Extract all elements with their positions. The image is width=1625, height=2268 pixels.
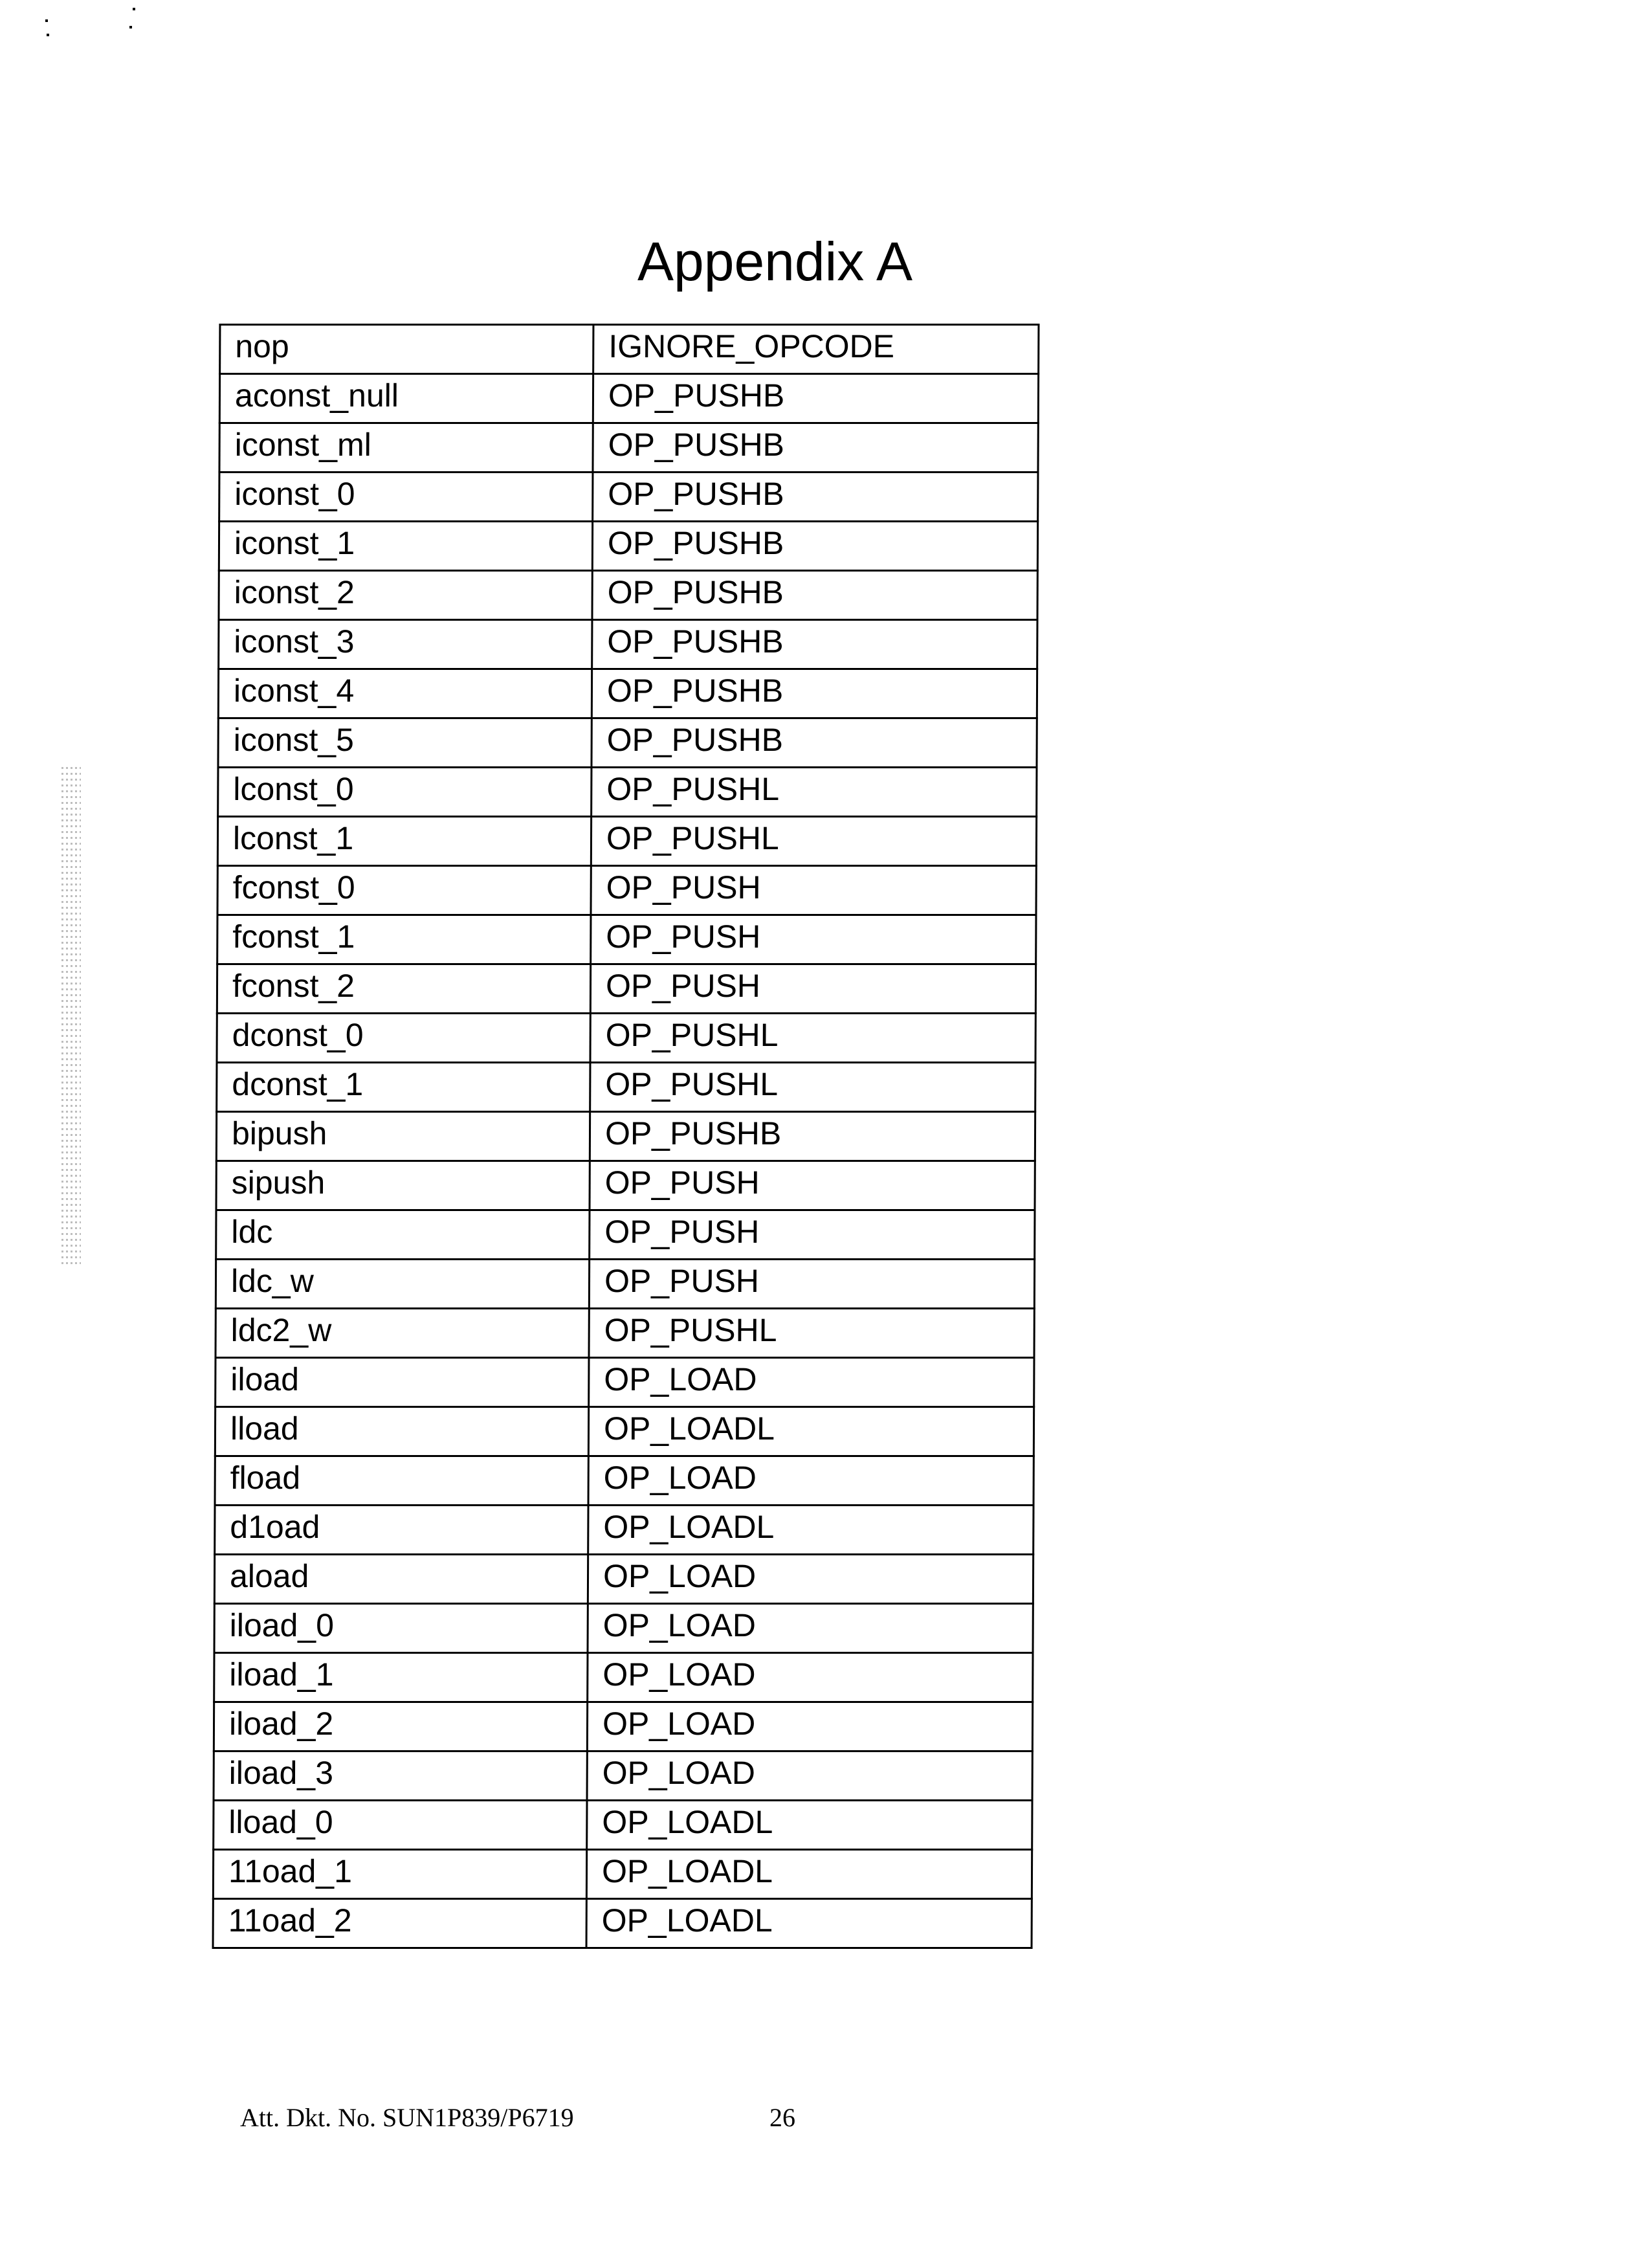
- opcode-cell: OP_PUSHL: [589, 1309, 1034, 1358]
- table-row: [220, 325, 1039, 374]
- bytecode-cell: iload_1: [214, 1653, 588, 1702]
- table-row: [214, 1751, 1032, 1801]
- opcode-cell: OP_PUSHL: [590, 1014, 1035, 1063]
- opcode-cell: OP_LOADL: [588, 1506, 1034, 1555]
- opcode-cell: OP_LOAD: [589, 1358, 1034, 1407]
- bytecode-cell: iconst_4: [218, 669, 591, 718]
- table-row: [219, 620, 1037, 669]
- opcode-cell: OP_PUSHL: [591, 817, 1036, 866]
- table-row: [215, 1407, 1034, 1456]
- bytecode-cell: 11oad_1: [213, 1850, 586, 1899]
- bytecode-cell: iconst_3: [219, 620, 592, 669]
- table-row: [216, 1112, 1035, 1161]
- table-row: [216, 1260, 1034, 1309]
- opcode-table: [212, 324, 1040, 1949]
- table-row: [214, 1555, 1033, 1604]
- opcode-cell: OP_LOAD: [587, 1751, 1032, 1801]
- table-row: [213, 1899, 1032, 1948]
- bytecode-cell: ldc: [216, 1210, 590, 1260]
- bytecode-cell: iconst_ml: [219, 423, 593, 472]
- opcode-cell: OP_PUSHB: [591, 669, 1037, 718]
- table-row: [217, 915, 1036, 964]
- table-row: [214, 1604, 1033, 1653]
- bytecode-cell: d1oad: [215, 1506, 588, 1555]
- opcode-cell: OP_LOAD: [588, 1653, 1033, 1702]
- opcode-cell: OP_PUSH: [590, 1161, 1035, 1210]
- table-row: [217, 1014, 1035, 1063]
- bytecode-cell: ldc_w: [216, 1260, 589, 1309]
- bytecode-cell: dconst_0: [217, 1014, 590, 1063]
- table-row: [218, 718, 1037, 768]
- bytecode-cell: fconst_1: [217, 915, 591, 964]
- bytecode-cell: iload_2: [214, 1702, 587, 1751]
- table-row: [216, 1358, 1034, 1407]
- table-row: [219, 423, 1038, 472]
- table-row: [216, 1309, 1034, 1358]
- table-row: [216, 1161, 1035, 1210]
- opcode-cell: OP_PUSHB: [593, 374, 1038, 423]
- table-row: [219, 571, 1037, 620]
- opcode-cell: OP_PUSHL: [590, 1063, 1035, 1112]
- opcode-cell: OP_PUSHL: [591, 768, 1037, 817]
- opcode-cell: OP_PUSHB: [590, 1112, 1035, 1161]
- table-row: [214, 1653, 1033, 1702]
- table-row: [219, 472, 1038, 522]
- bytecode-cell: lload_0: [214, 1801, 587, 1850]
- table-row: [217, 866, 1036, 915]
- opcode-cell: OP_PUSH: [590, 1210, 1035, 1260]
- table-row: [218, 768, 1037, 817]
- bytecode-cell: aconst_null: [219, 374, 593, 423]
- table-row: [219, 522, 1037, 571]
- bytecode-cell: lconst_0: [218, 768, 591, 817]
- opcode-cell: OP_PUSHB: [593, 472, 1038, 522]
- opcode-cell: OP_PUSHB: [592, 620, 1037, 669]
- opcode-cell: OP_PUSHB: [592, 571, 1037, 620]
- table-row: [219, 374, 1038, 423]
- bytecode-cell: bipush: [216, 1112, 590, 1161]
- bytecode-cell: dconst_1: [217, 1063, 590, 1112]
- opcode-cell: OP_LOAD: [588, 1456, 1034, 1506]
- bytecode-cell: fconst_2: [217, 964, 590, 1014]
- scan-speck: [45, 19, 48, 22]
- page-number: 26: [769, 2102, 795, 2133]
- scanner-stamp: [61, 767, 81, 1265]
- bytecode-cell: aload: [214, 1555, 588, 1604]
- bytecode-cell: iload: [216, 1358, 589, 1407]
- opcode-cell: OP_LOAD: [588, 1555, 1033, 1604]
- opcode-cell: OP_LOAD: [588, 1604, 1033, 1653]
- table-row: [215, 1506, 1034, 1555]
- opcode-cell: OP_PUSHB: [593, 423, 1038, 472]
- opcode-cell: OP_LOADL: [586, 1899, 1032, 1948]
- opcode-cell: OP_LOADL: [587, 1801, 1032, 1850]
- table-row: [214, 1702, 1032, 1751]
- bytecode-cell: iconst_5: [218, 718, 591, 768]
- bytecode-cell: iload_3: [214, 1751, 587, 1801]
- bytecode-cell: iconst_1: [219, 522, 592, 571]
- table-row: [217, 817, 1036, 866]
- bytecode-cell: nop: [220, 325, 593, 374]
- opcode-cell: OP_PUSHB: [591, 718, 1037, 768]
- opcode-cell: OP_LOAD: [587, 1702, 1032, 1751]
- docket-number: Att. Dkt. No. SUN1P839/P6719: [240, 2102, 574, 2133]
- opcode-cell: IGNORE_OPCODE: [593, 325, 1039, 374]
- opcode-cell: OP_PUSH: [590, 964, 1035, 1014]
- table-row: [213, 1850, 1032, 1899]
- bytecode-cell: iload_0: [214, 1604, 588, 1653]
- bytecode-cell: sipush: [216, 1161, 590, 1210]
- opcode-cell: OP_PUSH: [591, 866, 1036, 915]
- scan-speck: [129, 26, 132, 28]
- table-row: [216, 1210, 1035, 1260]
- opcode-cell: OP_LOADL: [588, 1407, 1034, 1456]
- bytecode-cell: fload: [215, 1456, 588, 1506]
- table-row: [218, 669, 1037, 718]
- opcode-cell: OP_PUSHB: [592, 522, 1037, 571]
- table-row: [217, 964, 1035, 1014]
- table-row: [217, 1063, 1035, 1112]
- bytecode-cell: fconst_0: [217, 866, 591, 915]
- page-title: Appendix A: [637, 230, 912, 293]
- scan-speck: [133, 8, 135, 10]
- bytecode-cell: lload: [215, 1407, 588, 1456]
- bytecode-cell: 11oad_2: [213, 1899, 586, 1948]
- bytecode-cell: iconst_0: [219, 472, 593, 522]
- bytecode-cell: lconst_1: [217, 817, 591, 866]
- opcode-cell: OP_PUSH: [589, 1260, 1034, 1309]
- bytecode-cell: iconst_2: [219, 571, 592, 620]
- opcode-cell: OP_LOADL: [586, 1850, 1032, 1899]
- opcode-cell: OP_PUSH: [591, 915, 1036, 964]
- table-row: [215, 1456, 1034, 1506]
- table-row: [214, 1801, 1032, 1850]
- bytecode-cell: ldc2_w: [216, 1309, 589, 1358]
- scan-speck: [47, 34, 49, 36]
